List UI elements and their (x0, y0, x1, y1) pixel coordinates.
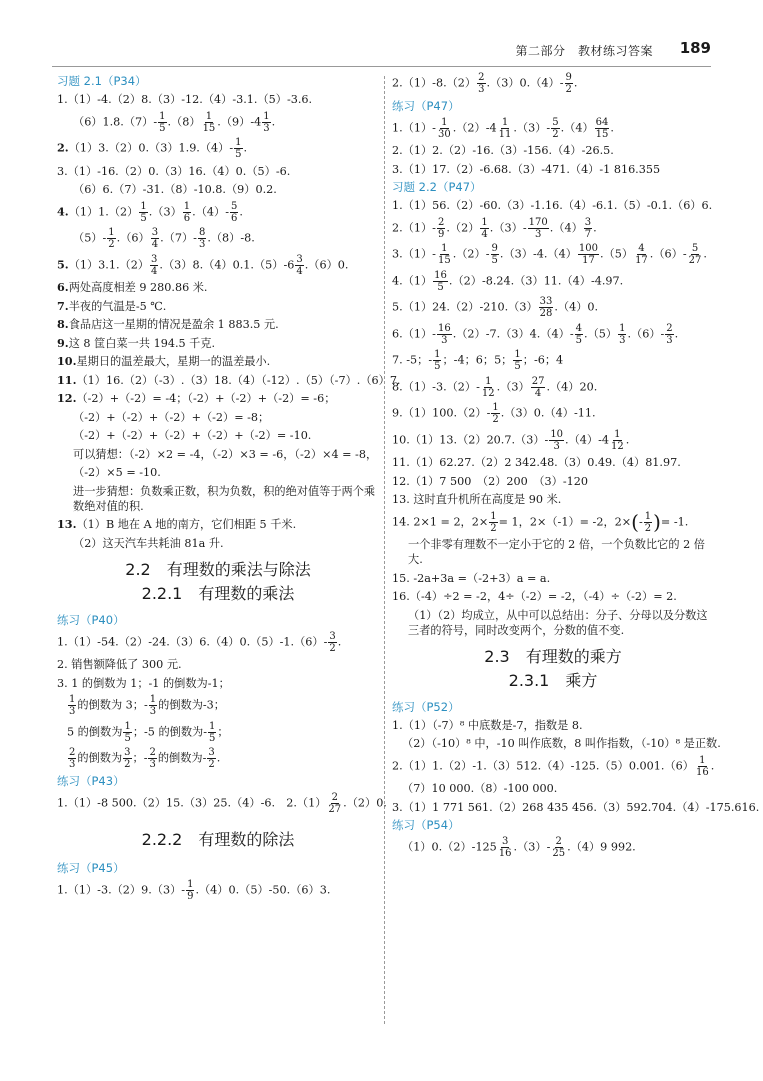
answer-line: 2.（1）- $\frac{2}{9}$ .（2） $\frac{1}{4}$ .（3）- $\frac{170}{3}$ .（4） $\frac{3}{7}$ . (392, 216, 597, 240)
answer-line: 16.（-4）÷2 = -2，4÷（-2）= -2，（-4）÷（-2）= 2. (392, 590, 677, 603)
answer-line: 6.两处高度相差 9 280.86 米. (57, 280, 208, 294)
answer-line: $\frac{2}{3}$ 的倒数为 $\frac{3}{2}$ ；- $\frac{2}{3}$ 的倒数为- $\frac{3}{2}$ . (69, 747, 221, 770)
answer-line: 11.（1）62.27.（2）2 342.48.（3）0.49.（4）81.97. (392, 456, 681, 469)
answer-line: （2）这天汽车共耗油 81a 升. (73, 536, 224, 550)
answer-line: 1.（1）-3.（2）9.（3）- $\frac{1}{9}$ .（4）0.（5）-50.（6）3. (57, 878, 331, 902)
answer-line: 2.（1）3.（2）0.（3）1.9.（4）- $\frac{1}{5}$ . (57, 137, 248, 160)
answer-line: 2. 销售额降低了 300 元. (57, 658, 182, 671)
answer-line: 9.（1）100.（2）- $\frac{1}{2}$ .（3）0.（4）-11. (392, 402, 596, 425)
header-title: 第二部分 教材练习答案 (515, 44, 653, 58)
practice-p45-title: 练习（P45） (57, 860, 125, 875)
answer-line: （-2）×5 = -10. (73, 466, 161, 479)
section-heading-2-2: 2.2 有理数的乘法与除法 (125, 559, 311, 579)
answer-line: 4.（1） $\frac{16}{5}$ .（2）-8.24.（3）11.（4）-4.97. (392, 269, 624, 293)
exercise-2-2-title: 习题 2.2（P47） (392, 180, 482, 194)
page-header (0, 30, 763, 66)
answer-line: （-2）+（-2）+（-2）+（-2）= -8； (73, 410, 270, 424)
answer-line: （6）6.（7）-31.（8）-10.8.（9）0.2. (73, 183, 277, 196)
answer-line: 1.（1）-8 500.（2）15.（3）25.（4）-6. 2.（1） $\frac{2}{27}$ .（2）0. (57, 791, 387, 815)
answer-line: 8.食品店这一星期的情况是盈余 1 883.5 元. (57, 317, 279, 331)
answer-line: 1.（1）56.（2）-60.（3）-1.16.（4）-6.1.（5）-0.1.（6）6. (392, 199, 713, 212)
answer-line: 7. -5；- $\frac{1}{5}$ ；-4；6；5； $\frac{1}{5}$ ；-6；4 (392, 349, 564, 372)
answer-line: 2.（1）1.（2）-1.（3）512.（4）-125.（5）0.001.（6） $\frac{1}{16}$ . (392, 754, 715, 778)
answer-line: 2.（1）2.（2）-16.（3）-156.（4）-26.5. (392, 144, 614, 157)
answer-line: 5.（1）3.1.（2） $\frac{3}{4}$ .（3）8.（4）0.1.（5）-6 $\frac{3}{4}$ .（6）0. (57, 253, 349, 277)
answer-line: 11.（1）16.（2）（-3）.（3）18.（4）（-12）.（5）（-7）.（6）7. (57, 372, 401, 387)
section-heading-2-3: 2.3 有理数的乘方 (484, 646, 622, 666)
answer-line: （6）1.8.（7）- $\frac{1}{5}$ .（8） $\frac{1}{15}$ .（9）-4 $\frac{1}{3}$ . (73, 110, 276, 134)
answer-line: （-2）+（-2）+（-2）+（-2）+（-2）= -10. (73, 429, 312, 442)
column-divider (384, 76, 385, 1024)
answer-line: 3.（1）- $\frac{1}{15}$ .（2）- $\frac{9}{5}$ .（3）-4.（4） $\frac{100}{17}$ .（5） $\frac{4}{17}$ .（6）- $\frac{5}{27}$ . (392, 243, 707, 266)
section-heading-2-2-1: 2.2.1 有理数的乘法 (141, 583, 295, 603)
answer-line: 3. 1 的倒数为 1；-1 的倒数为-1； (57, 676, 230, 690)
answer-line: （7）10 000.（8）-100 000. (402, 782, 558, 795)
practice-p40-title: 练习（P40） (57, 612, 125, 627)
answer-line: （1）（2）均成立，从中可以总结出：分子、分母以及分数这三者的符号，同时改变两个，分数的值不变. (408, 608, 708, 637)
section-heading-2-2-2: 2.2.2 有理数的除法 (141, 829, 295, 849)
practice-p54-title: 练习（P54） (392, 818, 460, 832)
answer-line: （5）- $\frac{1}{2}$ .（6） $\frac{3}{4}$ .（7）- $\frac{8}{3}$ .（8）-8. (73, 227, 255, 250)
answer-line: 1.（1）-54.（2）-24.（3）6.（4）0.（5）-1.（6）- $\frac{3}{2}$ . (57, 630, 342, 654)
answer-line: 3.（1）-16.（2）0.（3）16.（4）0.（5）-6. (57, 164, 291, 178)
answer-line: 6.（1）- $\frac{16}{3}$ .（2）-7.（3）4.（4）- $\frac{4}{5}$ .（5） $\frac{1}{3}$ .（6）- $\frac{2}{3}$ . (392, 322, 679, 346)
answer-line: 1.（1）-4.（2）8.（3）-12.（4）-3.1.（5）-3.6. (57, 93, 313, 106)
answer-line: 4.（1）1.（2） $\frac{1}{5}$ .（3） $\frac{1}{6}$ .（4）- $\frac{5}{6}$ . (57, 200, 243, 224)
answer-line: 进一步猜想：负数乘正数，积为负数，积的绝对值等于两个乘数绝对值的积. (73, 484, 376, 513)
answer-line: 14. 2×1 = 2，2× $\frac{1}{2}$ = 1，2×（-1）= -2，2×(- $\frac{1}{2}$ )= -1. (392, 510, 689, 534)
answer-line: 7.半夜的气温是-5 ℃. (57, 298, 167, 313)
exercise-2-1-title: 习题 2.1（P34） (57, 74, 147, 88)
answer-line: 1.（1）（-7）⁸ 中底数是-7，指数是 8. (392, 718, 583, 732)
answer-line: 12.（-2）+（-2）= -4；（-2）+（-2）+（-2）= -6； (57, 391, 336, 405)
answer-line: 10.星期日的温差最大，星期一的温差最小. (57, 354, 271, 368)
answer-line: 9.这 8 筐白菜一共 194.5 千克. (57, 335, 216, 350)
answer-line: 13. 这时直升机所在高度是 90 米. (392, 493, 562, 506)
practice-p47-title: 练习（P47） (392, 98, 460, 113)
section-heading-2-3-1: 2.3.1 乘方 (508, 670, 598, 690)
answer-line: $\frac{1}{3}$ 的倒数为 3；- $\frac{1}{3}$ 的倒数为-3； (69, 694, 225, 717)
practice-p52-title: 练习（P52） (392, 699, 460, 714)
answer-line: 5.（1）24.（2）-210.（3） $\frac{33}{28}$ .（4）0. (392, 296, 599, 319)
right-column (392, 72, 760, 863)
practice-p43-title: 练习（P43） (57, 773, 125, 788)
answer-line: （2）（-10）⁸ 中，-10 叫作底数，8 叫作指数，（-10）⁸ 是正数. (402, 737, 721, 750)
answer-line: 13.（1）B 地在 A 地的南方，它们相距 5 千米. (57, 517, 297, 531)
page-number: 189 (679, 39, 711, 57)
answer-line: （1）0.（2）-125 $\frac{3}{16}$ .（3）- $\frac{2}{25}$ .（4）9 992. (402, 836, 636, 859)
answer-line: 2.（1）-8.（2） $\frac{2}{3}$ .（3）0.（4）- $\frac{9}{2}$ . (392, 72, 578, 95)
answer-line: 3.（1）17.（2）-6.68.（3）-471.（4）-1 816.355 (392, 162, 661, 176)
answer-line: 10.（1）13.（2）20.7.（3）- $\frac{10}{3}$ .（4）-4 $\frac{1}{12}$ . (392, 428, 630, 452)
answer-line: 12.（1）7 500 （2）200 （3）-120 (392, 474, 588, 488)
answer-line: 1.（1）- $\frac{1}{30}$ .（2）-4 $\frac{1}{11}$ .（3）- $\frac{5}{2}$ .（4） $\frac{64}{15}$ . (392, 116, 614, 140)
answer-line: 15. -2a+3a =（-2+3）a = a. (392, 571, 551, 585)
answer-line: 可以猜想：（-2）×2 = -4，（-2）×3 = -6，（-2）×4 = -8， (73, 447, 378, 461)
left-column (57, 72, 401, 905)
answer-line: 一个非零有理数不一定小于它的 2 倍，一个负数比它的 2 倍大. (408, 538, 705, 566)
header-rule (52, 66, 711, 67)
answer-line: 5 的倒数为 $\frac{1}{5}$ ；-5 的倒数为- $\frac{1}{5}$ ； (67, 720, 229, 744)
answer-line: 8.（1）-3.（2）- $\frac{1}{12}$ .（3） $\frac{27}{4}$ .（4）20. (392, 375, 598, 399)
answer-line: 3.（1）1 771 561.（2）268 435 456.（3）592.704.（4）-175.616. (392, 800, 760, 814)
